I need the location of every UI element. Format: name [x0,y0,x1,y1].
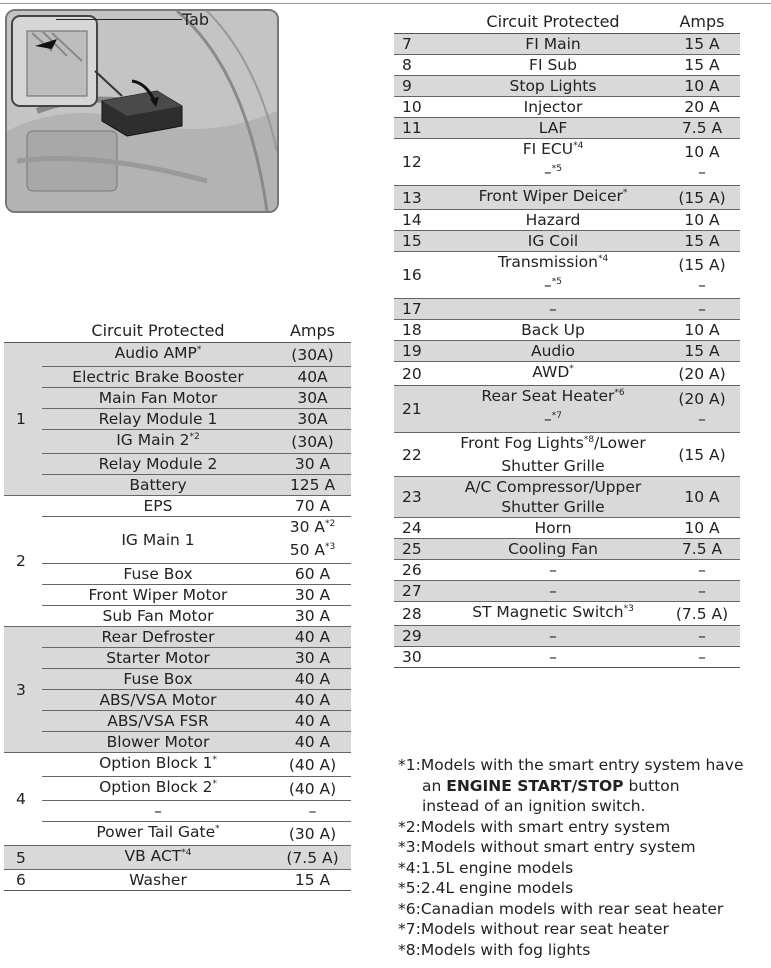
amps-cell: 7.5 A [664,539,740,560]
circuit-cell: IG Main 2$^{*2}$ [42,430,274,454]
table-row [4,454,351,475]
circuit-cell: Rear Defroster [42,627,274,648]
table-row [394,320,740,341]
fuse-number: 3 [4,627,42,753]
amps-cell: (15 A) [664,433,740,477]
circuit-cell: Horn [442,518,664,539]
amps-cell: (30A) [274,430,351,454]
fuse-number: 13 [394,186,442,210]
footnotes [398,755,748,960]
table-row [394,76,740,97]
amps-cell: 30 A [274,648,351,669]
fuse-number: 21 [394,386,442,433]
amps-cell: 20 A [664,97,740,118]
amps-cell: 10 A [664,320,740,341]
table-row [394,626,740,647]
fuse-number: 14 [394,210,442,231]
circuit-cell: ABS/VSA Motor [42,690,274,711]
table-row [394,252,740,299]
amps-cell: 40 A [274,732,351,753]
circuit-cell: Front Wiper Deicer* [442,186,664,210]
amps-cell: 10 A – [664,139,740,186]
fuse-number: 29 [394,626,442,647]
circuit-cell: LAF [442,118,664,139]
table-row [394,34,740,55]
fuse-box-illustration [5,9,279,213]
amps-cell: 40A [274,367,351,388]
fuse-number: 2 [4,496,42,627]
fuse-number: 26 [394,560,442,581]
fuse-box-drawing [7,11,277,211]
header-blank [4,320,42,343]
circuit-cell: Front Wiper Motor [42,585,274,606]
table-row [4,409,351,430]
table-row [4,846,351,870]
circuit-cell: Front Fog Lights$^{*8}$/Lower Shutter Grille [442,433,664,477]
fuse-number: 6 [4,870,42,891]
fuse-table-left [4,320,351,891]
tab-label: Tab [182,10,210,29]
table-row [4,564,351,585]
amps-cell: 10 A [664,518,740,539]
circuit-cell: Electric Brake Booster [42,367,274,388]
header-amps: Amps [274,320,351,343]
fuse-table-right [394,11,740,668]
fuse-number: 1 [4,343,42,496]
amps-cell: 125 A [274,475,351,496]
circuit-cell: Power Tail Gate* [42,822,274,846]
table-row [4,777,351,801]
amps-cell: 30A [274,388,351,409]
footnote-7: *7:Models without rear seat heater [398,920,669,938]
circuit-cell: Battery [42,475,274,496]
fuse-number: 25 [394,539,442,560]
table-row [4,627,351,648]
circuit-cell: – [442,581,664,602]
footnote-1-line2: an ENGINE START/STOP button [422,776,680,795]
tab-leader-line [56,19,182,20]
circuit-cell: – [442,626,664,647]
fuse-number: 12 [394,139,442,186]
amps-cell: 30 A [274,585,351,606]
table-row [4,669,351,690]
circuit-cell: A/C Compressor/Upper Shutter Grille [442,477,664,518]
table-row [394,560,740,581]
circuit-cell: Stop Lights [442,76,664,97]
circuit-cell: VB ACT$^{*4}$ [42,846,274,870]
circuit-cell: Audio [442,341,664,362]
fuse-number: 17 [394,299,442,320]
fuse-number: 24 [394,518,442,539]
table-row [4,475,351,496]
header-blank [394,11,442,34]
circuit-cell: Transmission$^{*4}$ –$^{*5}$ [442,252,664,299]
header-circuit: Circuit Protected [42,320,274,343]
amps-cell: 15 A [664,231,740,252]
amps-cell: 40 A [274,669,351,690]
circuit-cell: Blower Motor [42,732,274,753]
circuit-cell: Relay Module 2 [42,454,274,475]
circuit-cell: FI Sub [442,55,664,76]
amps-cell: 30 A$^{*2}$ 50 A$^{*3}$ [274,517,351,564]
fuse-number: 22 [394,433,442,477]
fuse-number: 27 [394,581,442,602]
fuse-number: 5 [4,846,42,870]
amps-cell: 15 A [274,870,351,891]
amps-cell: (40 A) [274,753,351,777]
table-row [4,753,351,777]
table-row [394,602,740,626]
fuse-number: 15 [394,231,442,252]
table-row [394,341,740,362]
amps-cell: 7.5 A [664,118,740,139]
header-amps: Amps [664,11,740,34]
footnote-8: *8:Models with fog lights [398,940,591,959]
amps-cell: 40 A [274,627,351,648]
table-row [4,732,351,753]
circuit-cell: Starter Motor [42,648,274,669]
circuit-cell: Sub Fan Motor [42,606,274,627]
table-row [394,210,740,231]
circuit-cell: FI ECU$^{*4}$ –$^{*5}$ [442,139,664,186]
circuit-cell: AWD* [442,362,664,386]
amps-cell: (30 A) [274,822,351,846]
amps-cell: (15 A) – [664,252,740,299]
amps-cell: (30A) [274,343,351,367]
table-row [394,647,740,668]
circuit-cell: EPS [42,496,274,517]
table-row [4,711,351,732]
table-row [394,386,740,433]
table-row [394,433,740,477]
circuit-cell: Washer [42,870,274,891]
table-row [4,517,351,564]
amps-cell: – [664,647,740,668]
circuit-cell: Rear Seat Heater$^{*6}$ –$^{*7}$ [442,386,664,433]
fuse-number: 28 [394,602,442,626]
footnote-6: *6:Canadian models with rear seat heater [398,899,724,918]
footnote-2: *2:Models with smart entry system [398,817,671,836]
table-row [394,118,740,139]
amps-cell: 10 A [664,76,740,97]
fuse-number: 30 [394,647,442,668]
amps-cell: 15 A [664,34,740,55]
fuse-number: 11 [394,118,442,139]
table-row [394,139,740,186]
circuit-cell: Injector [442,97,664,118]
table-row [4,822,351,846]
fuse-number: 23 [394,477,442,518]
table-row [394,477,740,518]
amps-cell: 30 A [274,606,351,627]
circuit-cell: – [442,647,664,668]
amps-cell: 30A [274,409,351,430]
footnote-5: *5:2.4L engine models [398,879,574,897]
amps-cell: – [664,581,740,602]
footnote-4: *4:1.5L engine models [398,858,574,877]
table-row [4,801,351,822]
table-row [4,367,351,388]
fuse-number: 8 [394,55,442,76]
circuit-cell: IG Main 1 [42,517,274,564]
circuit-cell: Hazard [442,210,664,231]
table-row [394,581,740,602]
circuit-cell: – [442,560,664,581]
table-row [4,430,351,454]
amps-cell: – [274,801,351,822]
header-circuit: Circuit Protected [442,11,664,34]
amps-cell: 40 A [274,711,351,732]
table-row [4,496,351,517]
table-row [4,585,351,606]
table-row [4,648,351,669]
amps-cell: 10 A [664,477,740,518]
circuit-cell: Relay Module 1 [42,409,274,430]
fuse-number: 7 [394,34,442,55]
fuse-number: 18 [394,320,442,341]
table-row [4,606,351,627]
amps-cell: 15 A [664,341,740,362]
amps-cell: (7.5 A) [274,846,351,870]
circuit-cell: Fuse Box [42,669,274,690]
fuse-number: 16 [394,252,442,299]
amps-cell: (15 A) [664,186,740,210]
amps-cell: 10 A [664,210,740,231]
amps-cell: 70 A [274,496,351,517]
amps-cell: 60 A [274,564,351,585]
amps-cell: 15 A [664,55,740,76]
fuse-number: 19 [394,341,442,362]
circuit-cell: – [42,801,274,822]
circuit-cell: – [442,299,664,320]
table-row [4,343,351,367]
fuse-number: 10 [394,97,442,118]
amps-cell: (20 A) [664,362,740,386]
circuit-cell: Main Fan Motor [42,388,274,409]
table-row [394,362,740,386]
amps-cell: 30 A [274,454,351,475]
table-row [394,299,740,320]
amps-cell: – [664,560,740,581]
amps-cell: (20 A) – [664,386,740,433]
circuit-cell: Back Up [442,320,664,341]
circuit-cell: ST Magnetic Switch$^{*3}$ [442,602,664,626]
table-row [4,388,351,409]
circuit-cell: Option Block 2* [42,777,274,801]
circuit-cell: Audio AMP* [42,343,274,367]
circuit-cell: Fuse Box [42,564,274,585]
fuse-number: 20 [394,362,442,386]
circuit-cell: IG Coil [442,231,664,252]
amps-cell: – [664,299,740,320]
circuit-cell: FI Main [442,34,664,55]
table-row [4,690,351,711]
footnote-1: *1:Models with the smart entry system have [398,756,744,774]
amps-cell: 40 A [274,690,351,711]
table-row [394,186,740,210]
circuit-cell: ABS/VSA FSR [42,711,274,732]
amps-cell: (7.5 A) [664,602,740,626]
footnote-3: *3:Models without smart entry system [398,838,696,856]
table-row [4,870,351,891]
amps-cell: – [664,626,740,647]
table-row [394,539,740,560]
table-row [394,231,740,252]
circuit-cell: Cooling Fan [442,539,664,560]
table-row [394,97,740,118]
fuse-number: 9 [394,76,442,97]
fuse-number: 4 [4,753,42,846]
circuit-cell: Option Block 1* [42,753,274,777]
table-row [394,55,740,76]
top-rule [0,3,771,4]
amps-cell: (40 A) [274,777,351,801]
footnote-1-line3: instead of an ignition switch. [422,797,646,815]
table-row [394,518,740,539]
